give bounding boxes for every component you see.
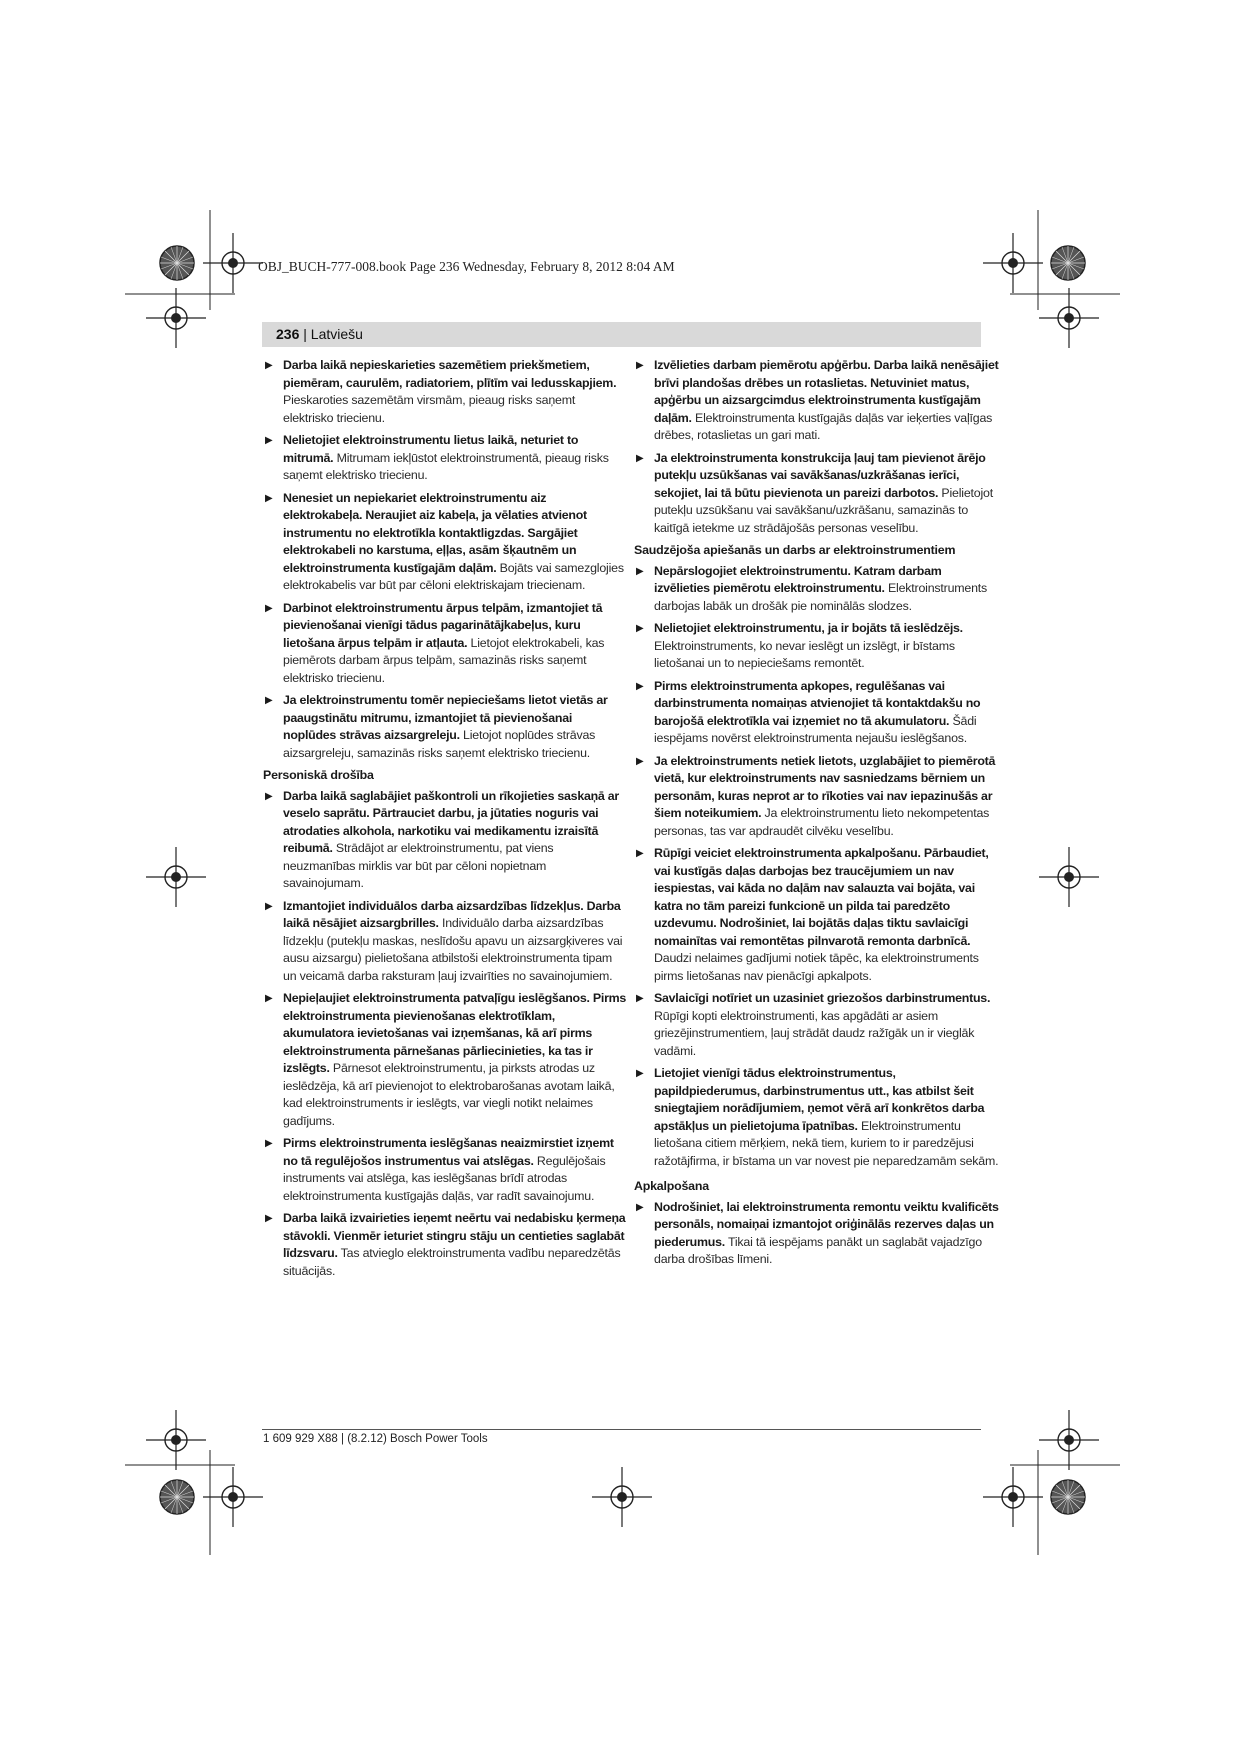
bullet-arrow-icon: ▶ — [265, 900, 273, 912]
instruction-text: Daudzi nelaimes gadījumi notiek tāpēc, ka elektroinstruments pirms lietošanas nav pienācīgi apkalpots. — [654, 951, 979, 983]
instruction-bold: Rūpīgi veiciet elektroinstrumenta apkalpošanu. Pārbaudiet, vai kustīgās daļas darbojas bez traucējumiem un nav iespiestas, vai kāda no daļām nav salauzta vai bojāta, vai katra no tām pareizi funkcionē un pilda tai paredzēto uzdevumu. Nodrošiniet, lai bojātās daļas tiktu savlaicīgi nomainītas vai remontētas pilnvarotā remonta darbnīcā. — [654, 846, 989, 948]
instruction-bold: Nelietojiet elektroinstrumentu lietus laikā, neturiet to mitrumā. — [283, 433, 579, 465]
bullet-arrow-icon: ▶ — [636, 1201, 644, 1213]
instruction-text: Elektroinstrumentu lietošana citiem mērķiem, nekā tiem, kuriem to ir paredzējusi ražotājfirma, ir bīstama un var novest pie neparedzamām sekām. — [654, 1118, 999, 1168]
safety-instruction-item — [263, 788, 628, 893]
instruction-bold: Darba laikā nepieskarieties sazemētiem priekšmetiem, piemēram, caurulēm, radiatoriem, plītīm vai ledusskapjiem. — [283, 358, 617, 390]
instruction-text: Elektroinstruments, ko nevar ieslēgt un izslēgt, ir bīstams lietošanai un to nepieciešams remontēt. — [654, 638, 955, 670]
left-items-b — [263, 788, 628, 1281]
safety-instruction-item — [634, 563, 999, 616]
instruction-text: Rūpīgi kopti elektroinstrumenti, kas apgādāti ar asiem griezējinstrumentiem, ļauj strādāt daudz ražīgāk un ir vieglāk vadāmi. — [654, 1008, 975, 1058]
safety-instruction-item — [634, 1199, 999, 1269]
instruction-text: Ja elektroinstrumentu lieto nekompetentas personas, tas var apdraudēt cilvēku veselību. — [654, 806, 990, 838]
instruction-text: Lietojot elektrokabeli, kas piemērots darbam ārpus telpām, samazinās risks saņemt elektrisko triecienu. — [283, 635, 605, 685]
bullet-arrow-icon: ▶ — [636, 360, 644, 371]
instruction-bold: Nelietojiet elektroinstrumentu, ja ir bojāts tā ieslēdzējs. — [654, 621, 963, 635]
section-title-personal-safety: Personiskā drošība — [263, 768, 374, 782]
instruction-text: Pieskaroties sazemētām virsmām, pieaug risks saņemt elektrisko triecienu. — [283, 393, 576, 425]
instruction-text: Individuālo darba aizsardzības līdzekļu (putekļu maskas, neslīdošu apavu un aizsargķiveres vai ausu aizsargu) pielietošana atbilstoši elektroinstrumenta tipam un veicamā darba raksturam ļauj izvairīties no savainojumiem. — [283, 916, 623, 983]
instruction-text: Mitrumam iekļūstot elektroinstrumentā, pieaug risks saņemt elektrisko triecienu. — [283, 450, 609, 482]
instruction-text: Elektroinstruments darbojas labāk un drošāk pie nominālās slodzes. — [654, 581, 987, 613]
instruction-text: Lietojot noplūdes strāvas aizsargreleju, samazinās risks saņemt elektrisko triecienu. — [283, 728, 596, 760]
instruction-bold: Izmantojiet individuālos darba aizsardzības līdzekļus. Darba laikā nēsājiet aizsargbrilles. — [283, 898, 621, 930]
page-number: 236 — [276, 326, 300, 342]
instruction-text: Tas atvieglo elektroinstrumenta vadību neparedzētās situācijās. — [283, 1246, 621, 1278]
instruction-text: Tikai tā iespējams panākt un saglabāt vajadzīgo darba drošības līmeni. — [654, 1234, 982, 1266]
bullet-arrow-icon: ▶ — [265, 790, 273, 802]
bullet-arrow-icon: ▶ — [636, 993, 644, 1004]
instruction-text: Pārnesot elektroinstrumentu, ja pirksts atrodas uz ieslēdzēja, kā arī pievienojot to elektrobarošanas avotam laikā, kad elektroinstruments ir ieslēgts, var viegli notikt nelaimes gadījums. — [283, 1061, 615, 1128]
instruction-bold: Izvēlieties darbam piemērotu apģērbu. Darba laikā nenēsājiet brīvi plandošas drēbes un rotaslietas. Netuviniet matus, apģērbu un aizsargcimdus elektroinstrumenta kustīgajām daļām. — [654, 358, 999, 425]
bullet-arrow-icon: ▶ — [636, 1068, 644, 1079]
right-items-c — [634, 1199, 999, 1269]
section-title-careful-use: Saudzējoša apiešanās un darbs ar elektroinstrumentiem — [634, 543, 956, 557]
bullet-arrow-icon: ▶ — [636, 755, 644, 767]
safety-instruction-item — [634, 620, 999, 673]
instruction-bold: Pirms elektroinstrumenta ieslēgšanas neaizmirstiet izņemt no tā regulējošos instrumentus vai atslēgas. — [283, 1136, 614, 1168]
safety-instruction-item — [263, 357, 628, 427]
right-items-a — [634, 357, 999, 537]
safety-instruction-item — [634, 1065, 999, 1170]
bullet-arrow-icon: ▶ — [265, 1213, 273, 1224]
section-title-service: Apkalpošana — [634, 1179, 709, 1193]
safety-instruction-item — [263, 432, 628, 485]
bullet-arrow-icon: ▶ — [636, 565, 644, 577]
bullet-arrow-icon: ▶ — [636, 848, 644, 859]
instruction-bold: Nepieļaujiet elektroinstrumenta patvaļīgu ieslēgšanos. Pirms elektroinstrumenta pievienošanas elektrotīklam, akumulatora ievietošanas vai izņemšanas, kā arī pirms elektroinstrumenta pārnešanas pārliecinieties, ka tas ir izslēgts. — [283, 991, 627, 1075]
instruction-bold: Darba laikā saglabājiet paškontroli un rīkojieties saskaņā ar veselo saprātu. Pārtrauciet darbu, ja jūtaties noguris vai atrodaties alkohola, narkotiku vai medikamentu izraisītā reibumā. — [283, 788, 619, 855]
instruction-bold: Darba laikā izvairieties ieņemt neērtu vai nedabisku ķermeņa stāvokli. Vienmēr ieturiet stingru stāju un centieties saglabāt līdzsvaru. — [283, 1211, 626, 1260]
bullet-arrow-icon: ▶ — [636, 623, 644, 634]
instruction-text: Bojāts vai samezglojies elektrokabelis var būt par cēloni elektriskajam triecienam. — [283, 560, 624, 592]
instruction-bold: Nodrošiniet, lai elektroinstrumenta remontu veiktu kvalificēts personāls, nomaiņai izmantojot oriģinālās rezerves daļas un piederumus. — [654, 1199, 999, 1249]
header-language: Latviešu — [310, 326, 363, 342]
safety-instruction-item — [263, 1135, 628, 1205]
instruction-bold: Nenesiet un nepiekariet elektroinstrumentu aiz elektrokabeļa. Neraujiet aiz kabeļa, ja vēlaties atvienot instrumentu no elektrotīkla kontaktligzdas. Sargājiet elektrokabeli no karstuma, eļļas, asām šķautnēm un elektroinstrumenta kustīgajām daļām. — [283, 490, 587, 575]
safety-instruction-item — [634, 753, 999, 841]
safety-instruction-item — [634, 990, 999, 1060]
instruction-bold: Savlaicīgi notīriet un uzasiniet griezošos darbinstrumentus. — [654, 991, 991, 1005]
bullet-arrow-icon: ▶ — [265, 1138, 273, 1149]
safety-instruction-item — [634, 357, 999, 445]
left-column — [263, 357, 628, 1285]
instruction-bold: Lietojiet vienīgi tādus elektroinstrumentus, papildpiederumus, darbinstrumentus utt., kas atbilst šeit sniegtajiem norādījumiem, ņemot vērā arī konkrētos darba apstākļus un pielietojuma īpatnības. — [654, 1066, 985, 1133]
bullet-arrow-icon: ▶ — [265, 993, 273, 1004]
right-items-b — [634, 563, 999, 1171]
footer-rule — [262, 1429, 981, 1430]
header-separator: | — [299, 326, 311, 342]
instruction-text: Šādi iespējams novērst elektroinstrumenta nejaušu ieslēgšanos. — [654, 713, 977, 745]
safety-instruction-item — [263, 490, 628, 595]
instruction-bold: Darbinot elektroinstrumentu ārpus telpām, izmantojiet tā pievienošanai vienīgi tādus pagarinātājkabeļus, kuru lietošana ārpus telpām ir atļauta. — [283, 600, 603, 650]
instruction-bold: Nepārslogojiet elektroinstrumentu. Katram darbam izvēlieties piemērotu elektroinstrumentu. — [654, 563, 942, 595]
left-items-a — [263, 357, 628, 762]
bullet-arrow-icon: ▶ — [265, 435, 273, 446]
bullet-arrow-icon: ▶ — [265, 360, 273, 371]
right-column — [634, 357, 999, 1274]
instruction-text: Regulējošais instruments vai atslēga, kas ieslēgšanas brīdī atrodas elektroinstrumenta kustīgajās daļās, var radīt savainojumu. — [283, 1153, 606, 1203]
bullet-arrow-icon: ▶ — [636, 452, 644, 464]
safety-instruction-item — [634, 845, 999, 985]
bullet-arrow-icon: ▶ — [265, 602, 273, 614]
instruction-bold: Ja elektroinstrumenta konstrukcija ļauj tam pievienot ārējo putekļu uzsūkšanas vai savākšanas/uzkrāšanas ierīci, sekojiet, lai tā būtu pievienota un pareizi darbotos. — [654, 450, 986, 500]
page-footer: 1 609 929 X88 | (8.2.12) Bosch Power Tools — [263, 1433, 488, 1445]
instruction-text: Strādājot ar elektroinstrumentu, pat viens neuzmanības mirklis var būt par cēloni nopietnam savainojumam. — [283, 841, 554, 890]
safety-instruction-item — [263, 600, 628, 688]
print-info-line: OBJ_BUCH-777-008.book Page 236 Wednesday, February 8, 2012 8:04 AM — [258, 259, 675, 274]
instruction-text: Elektroinstrumenta kustīgajās daļās var ieķerties vaļīgas drēbes, rotaslietas un gari mati. — [654, 410, 993, 442]
safety-instruction-item — [263, 898, 628, 986]
bullet-arrow-icon: ▶ — [265, 695, 273, 706]
safety-instruction-item — [263, 692, 628, 762]
instruction-text: Pielietojot putekļu uzsūkšanu vai savākšanu/uzkrāšanu, samazinās to kaitīgā ietekme uz strādājošās personas veselību. — [654, 485, 993, 535]
safety-instruction-item — [263, 1210, 628, 1280]
page-header-bar — [262, 322, 981, 347]
safety-instruction-item — [263, 990, 628, 1130]
page-header — [276, 326, 363, 342]
safety-instruction-item — [634, 678, 999, 748]
bullet-arrow-icon: ▶ — [636, 680, 644, 692]
instruction-bold: Ja elektroinstruments netiek lietots, uzglabājiet to piemērotā vietā, kur elektroinstruments nav sasniedzams bērniem un personām, kuras neprot ar to rīkoties vai nav iepazinušās ar šiem noteikumiem. — [654, 753, 996, 820]
instruction-bold: Pirms elektroinstrumenta apkopes, regulēšanas vai darbinstrumenta nomaiņas atvienojiet tā kontaktdakšu no barojošā elektrotīkla vai izņemiet no tā akumulatoru. — [654, 678, 981, 728]
instruction-bold: Ja elektroinstrumentu tomēr nepieciešams lietot vietās ar paaugstinātu mitrumu, izmantojiet tā pievienošanai noplūdes strāvas aizsargreleju. — [283, 693, 608, 742]
bullet-arrow-icon: ▶ — [265, 492, 273, 504]
safety-instruction-item — [634, 450, 999, 538]
